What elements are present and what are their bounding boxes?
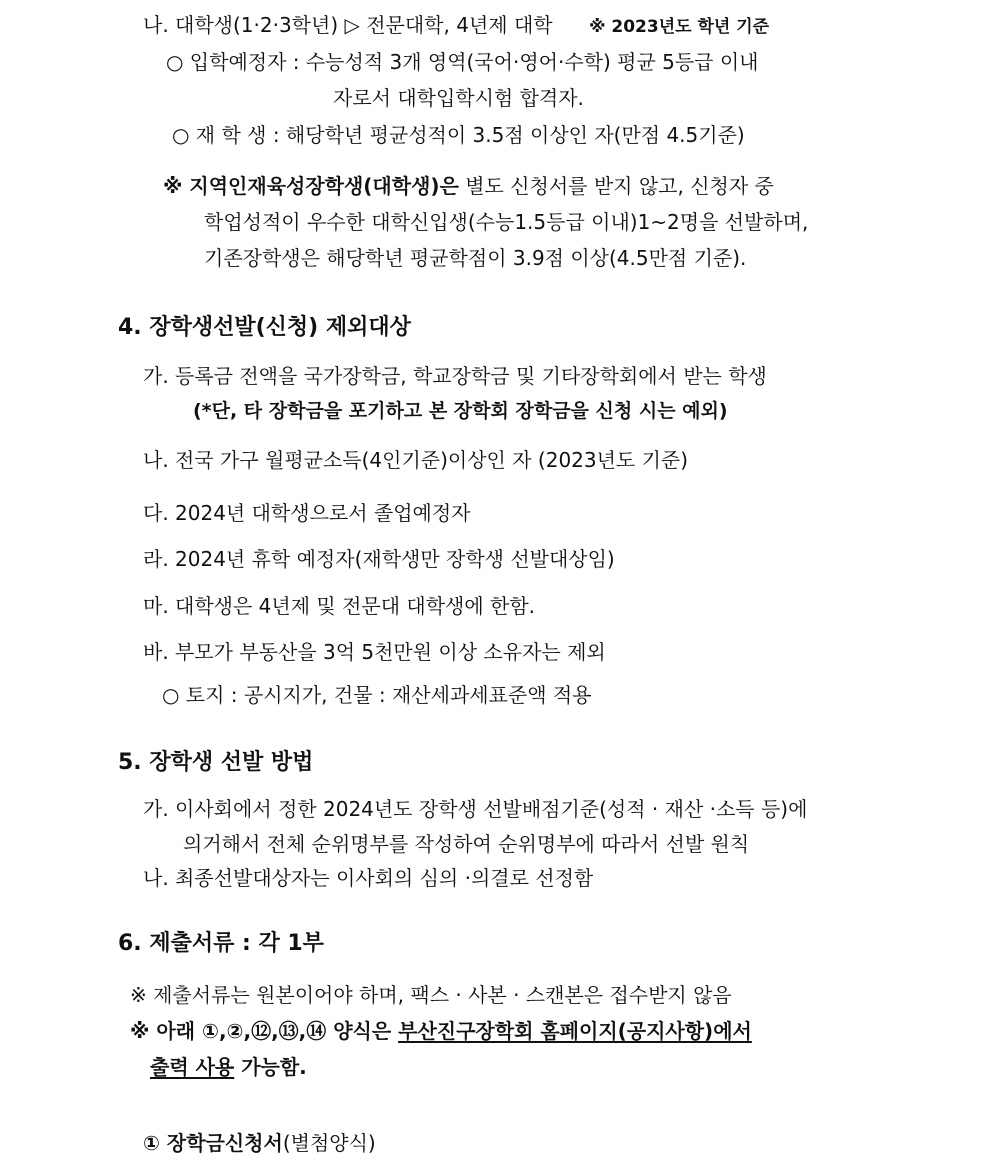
sec4-land-line: ○ 토지 : 공시지가, 건물 : 재산세과세표준액 적용 [162,683,592,707]
item-1-title: ① 장학금신청서 [143,1131,283,1155]
sec6-note-2 [130,1017,752,1045]
sec4-title: 4. 장학생선발(신청) 제외대상 [118,315,411,340]
sec6-note-2-text: ※ 아래 ①,②,⑫,⑬,⑭ 양식은 [130,1019,399,1043]
sec6-note-1: ※ 제출서류는 원본이어야 하며, 팩스 · 사본 · 스캔본은 접수받지 않음 [130,983,732,1007]
sec3-note-line-3: 기존장학생은 해당학년 평균학점이 3.9점 이상(4.5만점 기준). [204,246,747,270]
sec3-note-bold: ※ 지역인재육성장학생(대학생)은 [163,174,459,198]
sec4-ga-line-2: (*단, 타 장학금을 포기하고 본 장학회 장학금을 신청 시는 예외) [193,400,728,422]
sec5-ga-line-1: 가. 이사회에서 정한 2024년도 장학생 선발배점기준(성적 · 재산 ·소득 등)에 [143,797,808,821]
sec3-note-rest: 별도 신청서를 받지 않고, 신청자 중 [458,174,774,198]
sec6-note-3 [150,1053,307,1081]
sec3-na-line [143,11,769,41]
sec3-entrant-line-2: 자로서 대학입학시험 합격자. [333,86,584,110]
print-use-link[interactable]: 출력 사용 [150,1055,235,1079]
sec4-ga-line-1: 가. 등록금 전액을 국가장학금, 학교장학금 및 기타장학회에서 받는 학생 [143,364,767,388]
sec5-ga-line-2: 의거해서 전체 순위명부를 작성하여 순위명부에 따라서 선발 원칙 [183,832,750,856]
sec3-note-line-2: 학업성적이 우수한 대학신입생(수능1.5등급 이내)1~2명을 선발하며, [204,210,809,234]
sec3-na-main: 나. 대학생(1·2·3학년) ▷ 전문대학, 4년제 대학 [143,13,553,37]
sec4-ma-line: 마. 대학생은 4년제 및 전문대 대학생에 한함. [143,594,536,618]
sec4-da-line: 다. 2024년 대학생으로서 졸업예정자 [143,501,471,525]
item-1-note: (별첨양식) [282,1131,376,1155]
sec6-item-1 [143,1129,376,1157]
sec6-note-3-rest: 가능함. [234,1055,307,1079]
sec3-note-line-1 [163,172,774,200]
sec6-title: 6. 제출서류 : 각 1부 [118,931,324,956]
sec5-title: 5. 장학생 선발 방법 [118,750,314,775]
homepage-link[interactable]: 부산진구장학회 홈페이지(공지사항)에서 [398,1019,752,1043]
sec3-entrant-line-1: ○ 입학예정자 : 수능성적 3개 영역(국어·영어·수학) 평균 5등급 이내 [166,50,759,74]
sec3-na-note: ※ 2023년도 학년 기준 [588,17,770,37]
sec3-enrolled-line: ○ 재 학 생 : 해당학년 평균성적이 3.5점 이상인 자(만점 4.5기준) [172,123,745,147]
sec4-ra-line: 라. 2024년 휴학 예정자(재학생만 장학생 선발대상임) [143,547,615,571]
sec4-ba-line: 바. 부모가 부동산을 3억 5천만원 이상 소유자는 제외 [143,640,606,664]
sec5-na-line: 나. 최종선발대상자는 이사회의 심의 ·의결로 선정함 [143,866,594,890]
sec4-na-line: 나. 전국 가구 월평균소득(4인기준)이상인 자 (2023년도 기준) [143,448,689,472]
